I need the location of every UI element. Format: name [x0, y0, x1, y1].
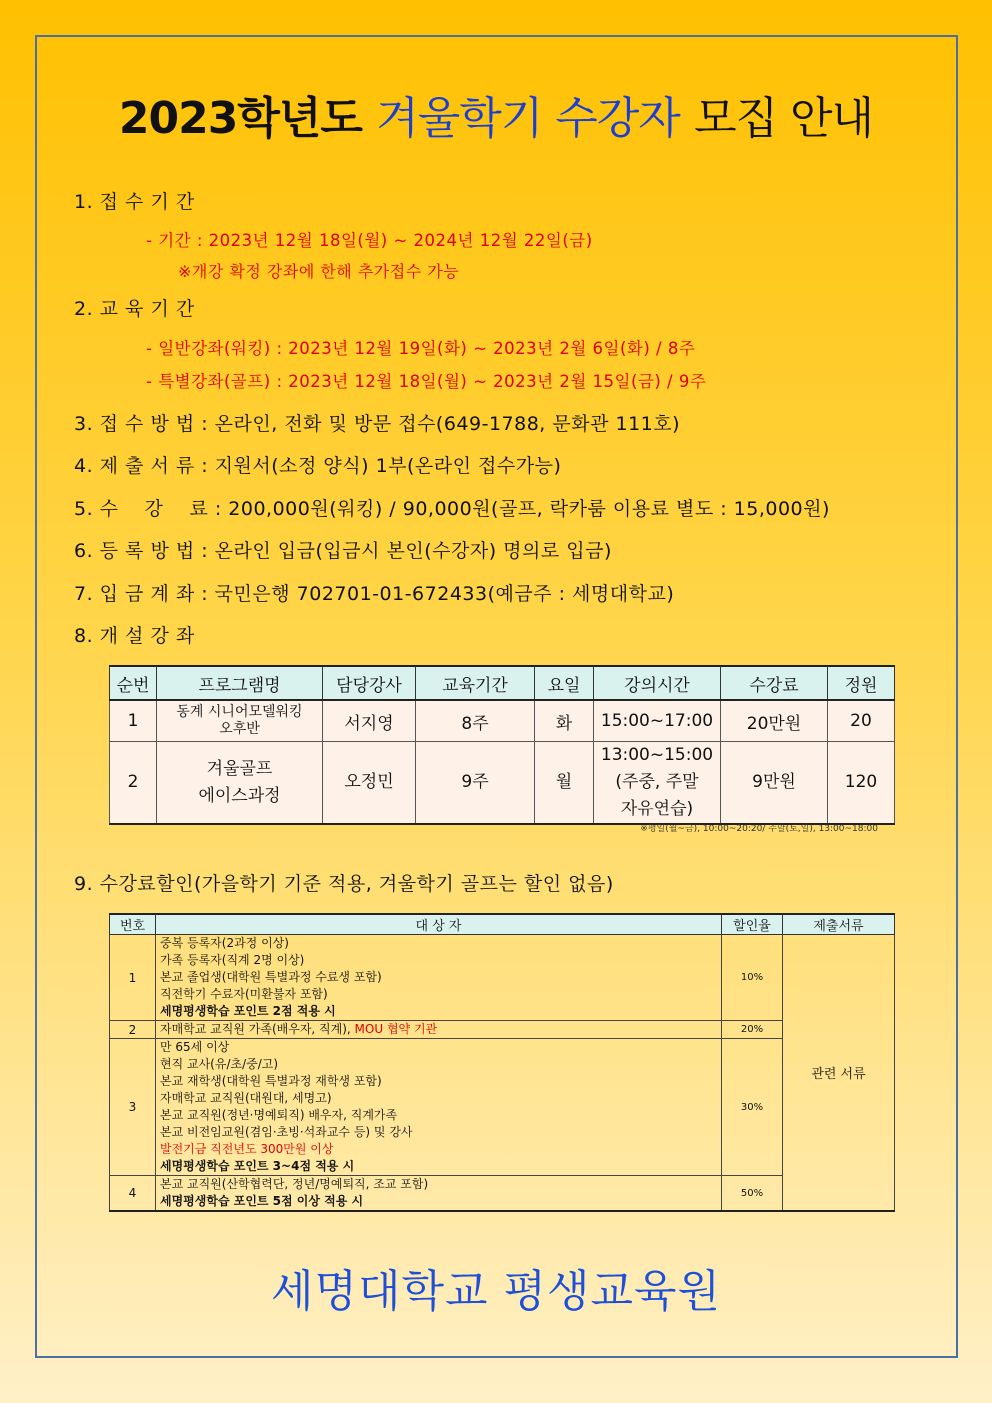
cell-fee: 9만원	[721, 742, 828, 825]
cell-no: 1	[110, 700, 157, 742]
table-row	[110, 935, 895, 1021]
title-highlight: 겨울학기 수강자	[376, 93, 680, 144]
eligibility-line: 세명평생학습 포인트 2점 적용 시	[160, 1004, 336, 1018]
section-2-special: - 특별강좌(골프) : 2023년 12월 18일(월) ~ 2023년 2월 15일(금) / 9주	[146, 372, 707, 391]
title-year: 2023학년도	[118, 93, 362, 144]
cell-rate: 10%	[722, 935, 783, 1021]
time-line: (주중, 주말	[615, 772, 699, 792]
section-9-heading: 9. 수강료할인(가을학기 기준 적용, 겨울학기 골프는 할인 없음)	[74, 873, 614, 895]
cell-no: 4	[110, 1176, 156, 1212]
col-header: 강의시간	[594, 666, 721, 700]
eligibility-line: 본교 교직원(산학협력단, 정년/명예퇴직, 조교 포함)	[160, 1177, 429, 1191]
table-row	[110, 700, 895, 742]
cell-eligibility	[156, 1039, 722, 1176]
cell-program	[157, 700, 323, 742]
cell-fee: 20만원	[721, 700, 828, 742]
cell-day: 화	[535, 700, 594, 742]
eligibility-line: 본교 재학생(대학원 특별과정 재학생 포함)	[160, 1074, 382, 1088]
time-line: 13:00~15:00	[600, 745, 714, 765]
table-row	[110, 1039, 895, 1176]
cell-rate: 30%	[722, 1039, 783, 1176]
table-row	[110, 1176, 895, 1212]
eligibility-line: 가족 등록자(직계 2명 이상)	[160, 953, 305, 967]
program-line: 겨울골프	[206, 758, 273, 779]
cell-eligibility	[156, 935, 722, 1021]
section-4-documents: 4. 제 출 서 류 : 지원서(소정 양식) 1부(온라인 접수가능)	[74, 455, 562, 477]
cell-rate: 20%	[722, 1021, 783, 1039]
cell-documents: 관련 서류	[783, 935, 895, 1212]
section-1-heading: 1. 접 수 기 간	[74, 191, 195, 213]
section-6-payment: 6. 등 록 방 법 : 온라인 입금(입금시 본인(수강자) 명의로 입금)	[74, 540, 612, 562]
program-line: 오후반	[219, 721, 260, 737]
table-row	[110, 742, 895, 825]
col-header: 번호	[110, 914, 156, 935]
cell-eligibility	[156, 1021, 722, 1039]
cell-no: 2	[110, 742, 157, 825]
eligibility-line	[160, 1021, 717, 1038]
cell-time	[594, 742, 721, 825]
eligibility-line: 직전학기 수료자(미환불자 포함)	[160, 987, 328, 1001]
section-3-method: 3. 접 수 방 법 : 온라인, 전화 및 방문 접수(649-1788, 문화관 111호)	[74, 413, 681, 435]
eligibility-text-red: MOU 협약 기관	[354, 1022, 438, 1036]
program-line: 에이스과정	[198, 785, 281, 806]
col-header: 수강료	[721, 666, 828, 700]
eligibility-line: 현직 교사(유/초/중/고)	[160, 1057, 279, 1071]
course-time-note: ※평일(월~금), 10:00~20:20/ 주말(토,일), 13:00~18:00	[640, 824, 878, 834]
cell-no: 1	[110, 935, 156, 1021]
eligibility-line: 본교 비전임교원(겸임·초빙·석좌교수 등) 및 강사	[160, 1125, 413, 1139]
section-5-fee: 5. 수 강 료 : 200,000원(워킹) / 90,000원(골프, 락카룸 이용료 별도 : 15,000원)	[74, 498, 830, 520]
eligibility-line: 자매학교 교직원(대원대, 세명고)	[160, 1091, 332, 1105]
col-header: 순번	[110, 666, 157, 700]
eligibility-line: 중복 등록자(2과정 이상)	[160, 936, 289, 950]
cell-instructor: 서지영	[323, 700, 416, 742]
page-title	[0, 82, 992, 146]
col-header: 정원	[828, 666, 895, 700]
cell-period: 9주	[416, 742, 535, 825]
section-2-heading: 2. 교 육 기 간	[74, 298, 195, 320]
program-line: 동계 시니어모델워킹	[176, 704, 303, 720]
time-line: 자유연습)	[620, 799, 694, 819]
eligibility-line: 만 65세 이상	[160, 1040, 230, 1054]
eligibility-line: 발전기금 직전년도 300만원 이상	[160, 1142, 334, 1156]
eligibility-text: 자매학교 교직원 가족(배우자, 직계),	[160, 1022, 355, 1036]
section-7-account: 7. 입 금 계 좌 : 국민은행 702701-01-672433(예금주 : 세명대학교)	[74, 583, 675, 605]
course-table-header	[110, 666, 895, 700]
institution-name: 세명대학교 평생교육원	[270, 1266, 722, 1317]
table-row	[110, 1021, 895, 1039]
section-1-note: ※개강 확정 강좌에 한해 추가접수 가능	[178, 262, 460, 281]
col-header: 할인율	[722, 914, 783, 935]
col-header: 대 상 자	[156, 914, 722, 935]
course-table	[109, 665, 895, 825]
col-header: 프로그램명	[157, 666, 323, 700]
cell-day: 월	[535, 742, 594, 825]
col-header: 담당강사	[323, 666, 416, 700]
col-header: 요일	[535, 666, 594, 700]
title-rest: 모집 안내	[694, 93, 874, 144]
col-header: 교육기간	[416, 666, 535, 700]
cell-no: 3	[110, 1039, 156, 1176]
cell-instructor: 오정민	[323, 742, 416, 825]
eligibility-line: 본교 교직원(정년·명예퇴직) 배우자, 직계가족	[160, 1108, 398, 1122]
eligibility-line: 세명평생학습 포인트 5점 이상 적용 시	[160, 1194, 364, 1208]
cell-program	[157, 742, 323, 825]
eligibility-line: 세명평생학습 포인트 3~4점 적용 시	[160, 1159, 355, 1173]
discount-table-header	[110, 914, 895, 935]
discount-table	[109, 913, 895, 1212]
cell-time: 15:00~17:00	[594, 700, 721, 742]
section-2-general: - 일반강좌(워킹) : 2023년 12월 19일(화) ~ 2023년 2월 6일(화) / 8주	[146, 339, 696, 358]
cell-eligibility	[156, 1176, 722, 1212]
cell-rate: 50%	[722, 1176, 783, 1212]
col-header: 제출서류	[783, 914, 895, 935]
section-8-heading: 8. 개 설 강 좌	[74, 625, 195, 647]
section-1-period: - 기간 : 2023년 12월 18일(월) ~ 2024년 12월 22일(금)	[146, 231, 593, 250]
cell-no: 2	[110, 1021, 156, 1039]
eligibility-line: 본교 졸업생(대학원 특별과정 수료생 포함)	[160, 970, 382, 984]
cell-capacity: 120	[828, 742, 895, 825]
cell-capacity: 20	[828, 700, 895, 742]
cell-period: 8주	[416, 700, 535, 742]
